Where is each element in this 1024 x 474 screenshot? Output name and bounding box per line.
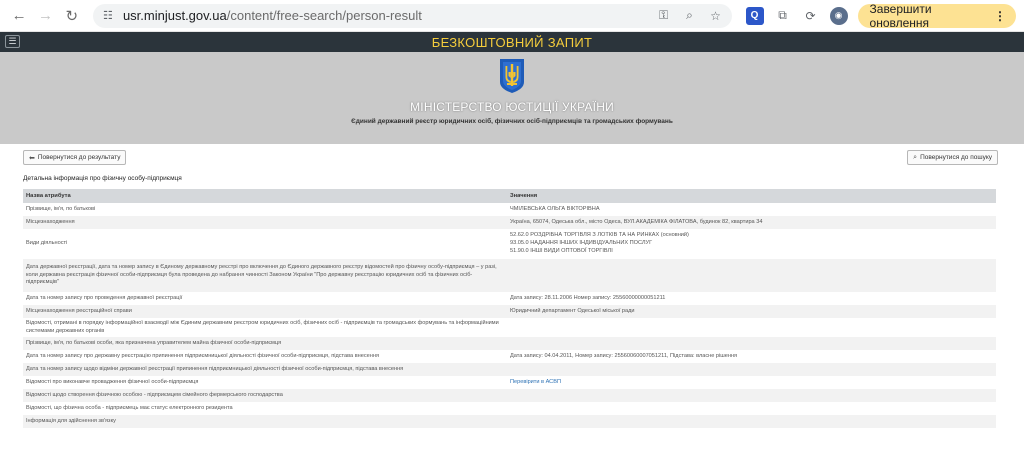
site-info-icon[interactable]: ☷ [103,10,113,22]
coat-of-arms-icon [499,58,525,94]
forward-arrow-icon[interactable]: → [37,7,53,24]
attribute-name-cell: Відомості щодо створення фізичною особою - підприємцем сімейного фермерського господарства [23,389,507,402]
value-line: 51.90.0 ІНШІ ВИДИ ОПТОВОЇ ТОРГІВЛІ [510,247,613,254]
profile-avatar[interactable]: ◉ [830,7,848,25]
value-line: Юридичний департамент Одеської міської ради [510,307,635,314]
attribute-name-cell: Інформація для здійснення зв'язку [23,415,507,428]
main-content [0,144,1024,428]
attribute-name-cell: Відомості, отримані в порядку інформаційної взаємодії між Єдиним державним реєстром юридичних осіб, фізичних осіб - підприємців та громадських формувань та інформаційними системами державних органів [23,318,507,337]
arrow-left-icon: ⬅ [29,154,35,162]
more-menu-icon[interactable]: ⋮ [994,8,1007,23]
browser-toolbar [0,0,1024,32]
finish-update-button[interactable] [858,1,1017,30]
attribute-name-cell: Дата та номер запису про державну реєстрацію припинення підприємницької діяльності фізичної особи-підприємця, підстава внесення [23,350,507,363]
zoom-icon[interactable]: ⌕ [686,8,693,22]
table-row [23,318,996,337]
back-to-results-button[interactable] [23,150,126,165]
attribute-value-cell [507,389,996,402]
url-path: /content/free-search/person-result [226,8,422,23]
ministry-name: МІНІСТЕРСТВО ЮСТИЦІЇ УКРАЇНИ [410,100,614,114]
table-row [23,363,996,376]
attribute-value-cell [507,259,996,292]
back-to-search-button[interactable] [907,150,998,165]
table-row [23,337,996,350]
section-title: Детальна інформація про фізичну особу-підприємця [23,175,182,182]
extension-search-icon[interactable]: Q [746,7,764,25]
table-row [23,350,996,363]
value-line: Україна, 65074, Одеська обл., місто Одеса, ВУЛ.АКАДЕМІКА ФІЛАТОВА, будинок 82, квартира 34 [510,218,763,225]
attribute-value-cell [507,292,996,305]
hamburger-menu-icon[interactable]: ☰ [5,35,20,48]
back-to-search-label: Повернутися до пошуку [920,154,992,161]
attribute-name-cell: Прізвище, ім'я, по батькові особи, яка призначена управителем майна фізичної особи-підприємця [23,337,507,350]
attribute-name-cell: Дата державної реєстрації, дата та номер запису в Єдиному державному реєстрі про включення до Єдиного державного реєстру відомостей про фізичну особу-підприємця – у разі, коли державна реєстрація фізичної особи-підприємця була проведена до набрання чинності Законом України "Про державну реєстрацію юридичних осіб та фізичних осіб-підприємців" [23,259,507,292]
value-line: Дата запису: 28.11.2006 Номер запису: 25560000000051211 [510,294,666,301]
table-row [23,203,996,216]
back-arrow-icon[interactable]: ← [11,7,27,24]
attribute-name-cell: Види діяльності [23,229,507,259]
attribute-value-cell [507,337,996,350]
page-title: БЕЗКОШТОВНИЙ ЗАПИТ [431,34,593,50]
reload-icon[interactable]: ↻ [65,7,79,25]
table-row [23,402,996,415]
attribute-value-cell [507,363,996,376]
attribute-value-cell [507,402,996,415]
attribute-name-cell: Дата та номер запису про проведення державної реєстрації [23,292,507,305]
check-asvp-link[interactable]: Перевірити в АСВП [510,378,561,385]
table-body [23,203,996,428]
table-row [23,389,996,402]
header-value: Значення [507,189,996,203]
sync-icon[interactable]: ⟳ [805,8,816,23]
search-icon: ⌕ [913,153,918,161]
back-to-results-label: Повернутися до результату [37,154,121,161]
attribute-value-cell [507,203,996,216]
attribute-value-cell [507,305,996,318]
bookmark-star-icon[interactable]: ☆ [710,8,721,23]
value-line: Дата запису: 04.04.2011, Номер запису: 25560060007051211, Підстава: власне рішення [510,352,738,359]
attribute-value-cell [507,216,996,229]
table-row [23,376,996,389]
table-row [23,259,996,292]
attributes-table [23,189,996,428]
value-line: ЧМІЛЕВСЬКА ОЛЬГА ВІКТОРІВНА [510,205,600,212]
value-line: 52.62.0 РОЗДРІБНА ТОРГІВЛЯ З ЛОТКІВ ТА НА РИНКАХ (основний) [510,232,689,239]
attribute-name-cell: Дата та номер запису щодо відміни державної реєстрації припинення підприємницької діяльності фізичної особи-підприємця, підстава внесення [23,363,507,376]
attribute-name-cell: Прізвище, ім'я, по батькові [23,203,507,216]
address-bar[interactable] [93,4,732,28]
update-label: Завершити оновлення [869,1,932,30]
registry-subtitle: Єдиний державний реєстр юридичних осіб, фізичних осіб-підприємців та громадських формувань [351,118,673,125]
attribute-value-cell [507,229,996,259]
action-buttons [23,150,998,166]
attribute-name-cell: Відомості про виконавче провадження фізичної особи-підприємця [23,376,507,389]
table-row [23,305,996,318]
attribute-name-cell: Відомості, що фізична особа - підприємець має статус електронного резидента [23,402,507,415]
table-row [23,292,996,305]
attribute-value-cell [507,318,996,337]
table-row [23,216,996,229]
value-line: 93.05.0 НАДАННЯ ІНШИХ ІНДИВІДУАЛЬНИХ ПОСЛУГ [510,240,653,247]
url-domain: usr.minjust.gov.ua [122,8,227,23]
password-key-icon[interactable]: ⚿ [658,8,669,22]
site-top-bar [0,32,1024,52]
attribute-value-cell [507,376,996,389]
attribute-value-cell [507,350,996,363]
attribute-name-cell: Місцезнаходження реєстраційної справи [23,305,507,318]
table-row [23,229,996,259]
extensions-puzzle-icon[interactable]: ⧉ [778,8,787,22]
attribute-value-cell [507,415,996,428]
header-attribute-name: Назва атрибута [23,189,507,203]
site-banner [0,52,1024,144]
table-row [23,415,996,428]
attribute-name-cell: Місцезнаходження [23,216,507,229]
table-header-row [23,189,996,203]
